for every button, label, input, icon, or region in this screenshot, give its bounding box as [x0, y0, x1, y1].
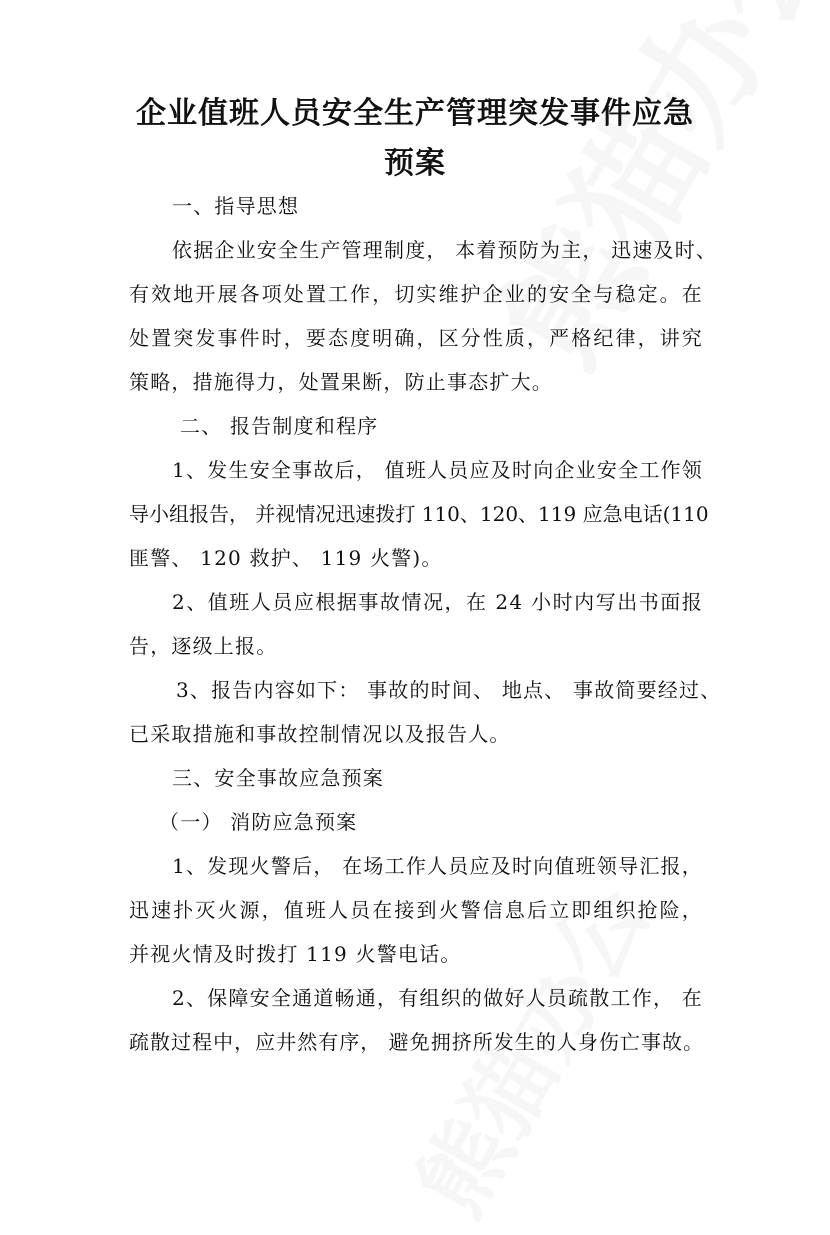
- paragraph-line: 处置突发事件时，要态度明确，区分性质，严格纪律，讲究: [129, 326, 703, 350]
- subsection-heading: （一） 消防应急预案: [159, 810, 358, 834]
- paragraph-line: 1、发现火警后， 在场工作人员应及时向值班领导汇报，: [172, 854, 703, 878]
- paragraph-line: 2、保障安全通道畅通，有组织的做好人员疏散工作， 在: [172, 986, 703, 1010]
- paragraph-line: 2、值班人员应根据事故情况，在 24 小时内写出书面报: [172, 590, 703, 614]
- paragraph-line: 1、发生安全事故后， 值班人员应及时向企业安全工作领: [172, 458, 703, 482]
- paragraph-line: 并视火情及时拨打 119 火警电话。: [129, 942, 462, 966]
- paragraph-line: 依据企业安全生产管理制度， 本着预防为主， 迅速及时、: [172, 238, 718, 262]
- paragraph-line: 迅速扑灭火源，值班人员在接到火警信息后立即组织抢险，: [129, 898, 703, 922]
- paragraph-line: 导小组报告， 并视情况迅速拨打 110、120、119 应急电话(110: [129, 502, 709, 526]
- paragraph-line: 3、报告内容如下： 事故的时间、 地点、 事故简要经过、: [176, 678, 722, 702]
- section-1-heading: 一、指导思想: [172, 194, 300, 218]
- document-title-line-1: 企业值班人员安全生产管理突发事件应急: [136, 96, 694, 131]
- section-3-heading: 三、安全事故应急预案: [172, 766, 384, 790]
- paragraph-line: 已采取措施和事故控制情况以及报告人。: [129, 722, 511, 746]
- paragraph-line: 策略，措施得力，处置果断，防止事态扩大。: [129, 370, 553, 394]
- paragraph-line: 疏散过程中，应井然有序， 避免拥挤所发生的人身伤亡事故。: [129, 1030, 703, 1054]
- paragraph-line: 告，逐级上报。: [129, 634, 278, 658]
- paragraph-line: 有效地开展各项处置工作，切实维护企业的安全与稳定。在: [129, 282, 703, 306]
- section-2-heading: 二、 报告制度和程序: [180, 414, 379, 438]
- document-title-line-2: 预案: [384, 146, 446, 181]
- paragraph-line: 匪警、 120 救护、 119 火警)。: [129, 546, 443, 570]
